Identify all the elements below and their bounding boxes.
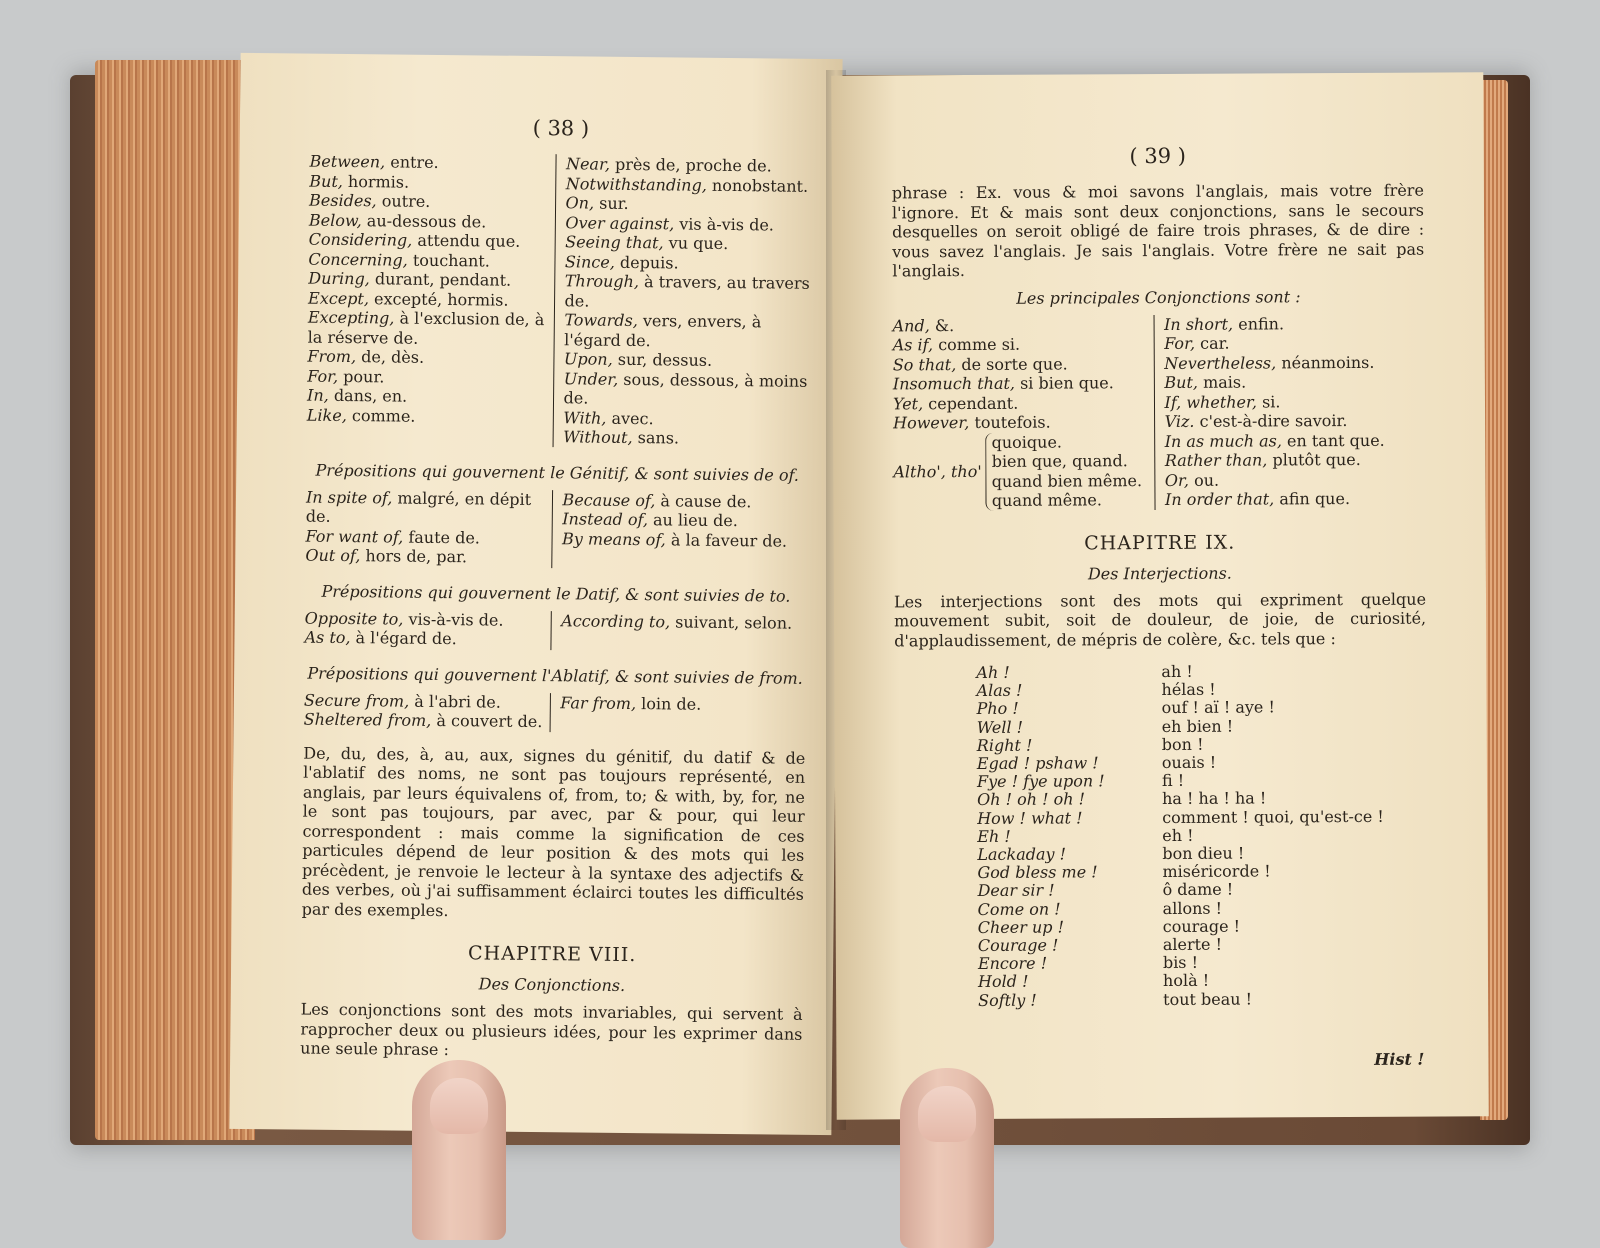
preposition-french: nonobstant. [706,175,809,196]
right-thumb [900,1068,994,1248]
interjections-table [894,662,1428,1011]
preposition-row [564,349,810,371]
preposition-row [308,249,554,271]
genitive-heading: Prépositions qui gouvernent le Génitif, & sont suivies de of. [315,460,800,485]
preposition-french: sous, dessous, à moins de. [563,369,808,408]
preposition-row [309,191,555,213]
altho-item: quoique. [991,432,1063,452]
preposition-english: With, [563,407,607,428]
chapter-viii-title: CHAPITRE VIII. [467,942,637,967]
conjunctions-table [893,313,1426,511]
conjunction-english: For, [1164,333,1196,353]
preposition-english: But, [309,171,343,191]
genitive-preposition-english: Because of, [562,489,656,510]
interjection-french: eh bien ! [1161,716,1234,736]
preposition-row [565,232,811,254]
preposition-english: Over against, [565,212,675,233]
preposition-english: Notwithstanding, [565,173,707,195]
conjunction-english: In as much as, [1164,430,1282,451]
conjunction-french: cependant. [923,393,1019,413]
preposition-row [308,308,554,350]
right-page [831,72,1488,1119]
altho-entry [893,432,1154,511]
interjection-french: tout beau ! [1163,989,1253,1009]
preposition-french: vers, envers, à l'égard de. [564,311,762,350]
dative-preposition-french: suivant, selon. [670,611,793,633]
chapter-ix-subtitle: Des Interjections. [1087,563,1232,583]
preposition-row [307,366,553,388]
conjunction-english: However, [893,412,970,433]
interjection-french: fi ! [1161,771,1185,791]
conjunction-row [893,412,1154,433]
preposition-french: de, dès. [356,347,425,367]
preposition-row [308,288,554,310]
preposition-row [309,152,555,174]
preposition-french: hormis. [342,171,410,192]
interjection-french: comment ! quoi, qu'est-ce ! [1162,806,1384,827]
preposition-row [309,171,555,193]
conjunction-english: Or, [1164,470,1190,490]
conjunction-french: si. [1256,391,1281,411]
conjunction-french: ou. [1188,470,1220,490]
conjunction-english: In short, [1164,314,1234,334]
preposition-english: Without, [563,427,633,448]
conjunction-row [893,354,1154,375]
preposition-french: attendu que. [412,230,521,251]
interjection-french: bon ! [1161,734,1204,754]
preposition-french: durant, pendant. [369,269,512,290]
preposition-row [307,405,553,427]
preposition-english: Through, [564,271,640,292]
conjunction-row [1165,489,1426,510]
interjection-english: Ah ! [976,662,1010,682]
preposition-french: entre. [385,152,439,172]
right-page-number: ( 39 ) [1129,143,1186,169]
dative-left-list [304,608,550,650]
chapter-viii-subtitle: Des Conjonctions. [478,974,626,995]
ablative-left-list [304,690,550,732]
conjunction-row [1165,450,1426,471]
conjunction-french: si bien que. [1014,373,1114,393]
preposition-row [565,193,811,215]
conjunction-row [1165,469,1426,490]
preposition-english: Since, [564,251,615,272]
genitive-preposition-french: faute de. [403,527,481,547]
preposition-french: au-dessous de. [361,210,487,231]
altho-item: bien que, quand. [991,451,1128,471]
preposition-row [564,271,810,313]
ablative-table [304,690,806,734]
conjunction-english: Yet, [892,393,924,413]
genitive-preposition-row [305,546,551,568]
dative-preposition-french: à l'égard de. [350,628,457,649]
altho-brace-items [986,432,1143,511]
conjunction-french: &. [929,315,955,335]
dative-preposition-english: As to, [304,627,351,648]
conjunction-row [1165,430,1426,451]
interjections-french-column [1161,662,1428,1009]
conjunction-french: c'est-à-dire savoir. [1194,411,1348,431]
ablative-preposition-row [304,690,550,712]
preposition-english: Besides, [309,190,377,211]
conjunction-row [1164,333,1425,354]
conjunction-english: In order that, [1164,489,1275,509]
conjunction-french: toutefois. [969,412,1051,432]
preposition-french: à l'exclusion de, à la réserve de. [307,308,545,348]
dative-preposition-row [304,628,550,650]
left-page [229,53,842,1135]
preposition-french: touchant. [407,250,490,270]
preposition-row [566,174,812,196]
conjunction-english: But, [1164,372,1199,392]
dative-preposition-french: vis-à-vis de. [403,609,504,630]
preposition-english: Under, [563,368,619,389]
interjection-french: miséricorde ! [1162,861,1271,882]
interjection-french: courage ! [1162,916,1241,936]
interjection-french: ouais ! [1161,752,1217,773]
genitive-preposition-french: à cause de. [655,490,752,511]
preposition-french: avec. [606,408,654,428]
preposition-french: depuis. [614,252,679,272]
conjunction-english: As if, [892,335,934,355]
conjunction-french: car. [1194,333,1230,353]
conjunction-row [1164,391,1425,412]
dative-preposition-row [305,608,551,630]
ablative-preposition-row [560,693,806,715]
interjection-english: God bless me ! [977,862,1098,883]
interjections-english-column [894,663,1163,1010]
interjection-english: Egad ! pshaw ! [976,753,1099,773]
interjection-english: Hold ! [977,972,1029,992]
interjection-french: alerte ! [1162,934,1223,955]
preposition-row [563,408,809,430]
genitive-preposition-english: Instead of, [562,509,649,530]
interjection-english: Well ! [976,717,1024,737]
interjection-french: holà ! [1162,971,1210,991]
preposition-english: During, [308,268,370,289]
particles-paragraph: De, du, des, à, au, aux, signes du génitif, du datif & de l'ablatif des noms, ne sont pas toujours représenté, en anglais, par leurs équivalens of, from, to; & with, by, for, ne le sont pas toujours, par avec, par & pour, qui leur correspondent : mais comme la signification de ces particules dépend de leur position & des mots qui les précèdent, je renvoie le lecteur à la syntaxe des adjectifs & des verbes, où j'ai suffisamment éclairci toutes les difficultés par des exemples. [301,743,806,920]
genitive-preposition-english: For want of, [305,526,404,547]
ablative-preposition-english: Sheltered from, [303,709,432,730]
preposition-french: près de, proche de. [609,154,772,176]
ablative-preposition-row [304,710,550,732]
prepositions-left-list [307,152,555,428]
conjunction-english: Insomuch that, [892,373,1016,394]
preposition-french: dans, en. [328,385,408,406]
interjection-english: Encore ! [977,953,1048,974]
preposition-french: pour. [338,366,385,386]
ablative-preposition-french: à l'abri de. [409,691,501,712]
interjection-french: hélas ! [1161,679,1216,700]
genitive-preposition-english: In spite of, [305,487,393,507]
preposition-row [563,369,809,411]
dative-preposition-row [561,611,807,633]
conjunction-french: néanmoins. [1276,352,1375,372]
conjunction-row [1165,411,1426,432]
interjection-english: Courage ! [977,935,1059,956]
preposition-english: Upon, [563,349,613,369]
prepositions-table [307,152,812,450]
preposition-french: sur. [594,193,629,213]
genitive-preposition-english: By means of, [561,528,666,549]
right-thumbnail [918,1086,976,1142]
altho-item: quand même. [991,490,1103,510]
altho-label: Altho', tho' [893,461,982,482]
left-thumbnail [430,1078,488,1134]
genitive-preposition-row [562,490,808,512]
ablative-preposition-english: Far from, [560,692,637,713]
conjunctions-left-list [893,315,1154,433]
prepositions-right-column [552,154,812,449]
preposition-english: Considering, [308,229,413,250]
preposition-row [309,210,555,232]
ablative-preposition-french: loin de. [636,693,702,714]
preposition-english: Near, [565,154,611,174]
preposition-english: Seeing that, [565,232,664,253]
preposition-french: excepté, hormis. [368,288,509,310]
interjection-english: Lackaday ! [977,844,1067,864]
preposition-english: Towards, [564,310,638,331]
preposition-english: Concerning, [308,249,408,270]
genitive-preposition-row [305,526,551,548]
preposition-row [307,347,553,369]
preposition-french: sans. [632,428,680,448]
interjection-english: How ! what ! [977,808,1083,828]
preposition-english: Like, [306,405,347,425]
conjunction-french: mais. [1197,372,1247,392]
preposition-french: vis à-vis de. [674,213,775,234]
genitive-preposition-row [562,529,808,551]
conjunction-french: enfin. [1233,313,1285,334]
interjection-english: Right ! [976,735,1033,755]
preposition-french: comme. [346,405,416,426]
left-thumb [412,1060,506,1240]
preposition-english: In, [306,385,329,405]
preposition-row [307,386,553,408]
conjunction-english: Viz. [1164,411,1195,431]
conjunction-english: If, whether, [1164,391,1258,412]
preposition-row [309,230,555,252]
prepositions-right-list [563,154,812,449]
conjunction-english: Rather than, [1164,450,1268,470]
genitive-preposition-french: hors de, par. [360,546,468,567]
genitive-preposition-row [562,509,808,531]
altho-item: quand bien même. [991,470,1143,491]
preposition-english: From, [307,346,357,367]
interjection-english: Fye ! fye upon ! [976,771,1105,792]
conjunction-french: afin que. [1274,489,1351,509]
preposition-row [564,310,810,352]
conjunction-intro-text: phrase : Ex. vous & moi savons l'anglais, mais votre frère l'ignore. Et & mais sont deux conjonctions, sans le secours desquelles on seroit obligé de faire trois phrases, & de dire : vous savez l'anglais. Je sais l'anglais. Votre frère ne sait pas l'anglais. [891,180,1425,281]
preposition-row [566,154,812,176]
preposition-row [563,427,809,449]
preposition-english: Between, [309,151,386,172]
conjunction-row [893,373,1154,394]
interjection-english: Eh ! [977,826,1011,846]
conjunction-english: So that, [892,354,957,374]
interjection-french: ô dame ! [1162,880,1234,900]
chapter-ix-text: Les interjections sont des mots qui expriment quelque mouvement subit, soit de douleur, de joie, de curiosité, d'applaudissement, de mépris de colère, &c. tels que : [893,589,1427,650]
conjunction-french: plutôt que. [1267,449,1361,470]
preposition-french: sur, dessus. [612,349,713,370]
interjection-french: ah ! [1161,661,1193,681]
dative-preposition-english: Opposite to, [304,608,404,629]
dative-table [304,608,806,652]
conjunction-row [893,315,1154,336]
genitive-preposition-french: malgré, en dépit de. [305,487,532,526]
conjunction-french: de sorte que. [956,353,1068,374]
preposition-french: outre. [376,191,431,211]
preposition-row [565,213,811,235]
chapter-ix-title: CHAPITRE IX. [1084,531,1236,554]
interjection-english: Oh ! oh ! oh ! [977,789,1086,810]
preposition-english: On, [565,193,595,213]
chapter-viii-text: Les conjonctions sont des mots invariables, qui servent à rapprocher deux ou plusieurs idées, pour les exprimer dans une seule phrase : [300,999,803,1060]
genitive-right-list [551,490,808,571]
genitive-preposition-row [306,487,552,529]
preposition-english: Below, [308,210,362,230]
interjection-english: Come on ! [977,899,1061,919]
genitive-preposition-english: Out of, [305,545,361,566]
preposition-row [565,252,811,274]
preposition-english: Excepting, [307,307,395,328]
interjection-english: Pho ! [976,699,1019,719]
interjection-french: eh ! [1162,825,1194,845]
preposition-english: For, [307,366,339,386]
conjunctions-heading: Les principales Conjonctions sont : [1016,286,1301,308]
interjection-french: ha ! ha ! ha ! [1162,788,1267,809]
ablative-preposition-french: à couvert de. [431,710,543,732]
conjunctions-left-column [893,315,1155,511]
interjection-french: bis ! [1162,953,1199,973]
conjunction-french: en tant que. [1281,430,1385,450]
preposition-french: à travers, au travers de. [564,272,810,311]
genitive-preposition-french: à la faveur de. [665,529,788,551]
conjunction-row [1164,313,1425,334]
conjunction-english: And, [892,315,930,335]
genitive-left-list [305,487,551,568]
conjunctions-right-list [1153,313,1426,509]
interjection-french: ouf ! aï ! aye ! [1161,697,1275,718]
preposition-english: Except, [307,288,370,308]
interjection-english: Softly ! [978,990,1037,1010]
genitive-preposition-french: au lieu de. [647,510,738,531]
preposition-row [308,269,554,291]
interjection-english: Cheer up ! [977,917,1065,937]
interjection-french: bon dieu ! [1162,843,1245,864]
conjunction-row [1164,372,1425,393]
dative-heading: Prépositions qui gouvernent le Datif, & sont suivies de to. [321,581,791,606]
conjunction-row [893,334,1154,355]
dative-preposition-english: According to, [561,610,671,631]
conjunction-english: Nevertheless, [1164,352,1277,373]
interjection-french: allons ! [1162,898,1223,918]
interjection-english: Alas ! [976,680,1023,701]
dative-right-list [550,611,807,653]
preposition-french: vu que. [663,233,729,253]
ablative-preposition-english: Secure from, [303,690,410,711]
ablative-right-list [549,693,806,735]
interjection-english: Dear sir ! [977,880,1055,901]
left-page-number: ( 38 ) [532,115,590,141]
conjunction-row [1164,352,1425,373]
catchword: Hist ! [1374,1049,1425,1069]
prepositions-left-column [307,152,556,447]
conjunction-row [893,393,1154,414]
genitive-table [305,487,808,570]
conjunction-french: comme si. [933,334,1021,355]
ablative-heading: Prépositions qui gouvernent l'Ablatif, & sont suivies de from. [307,663,803,688]
